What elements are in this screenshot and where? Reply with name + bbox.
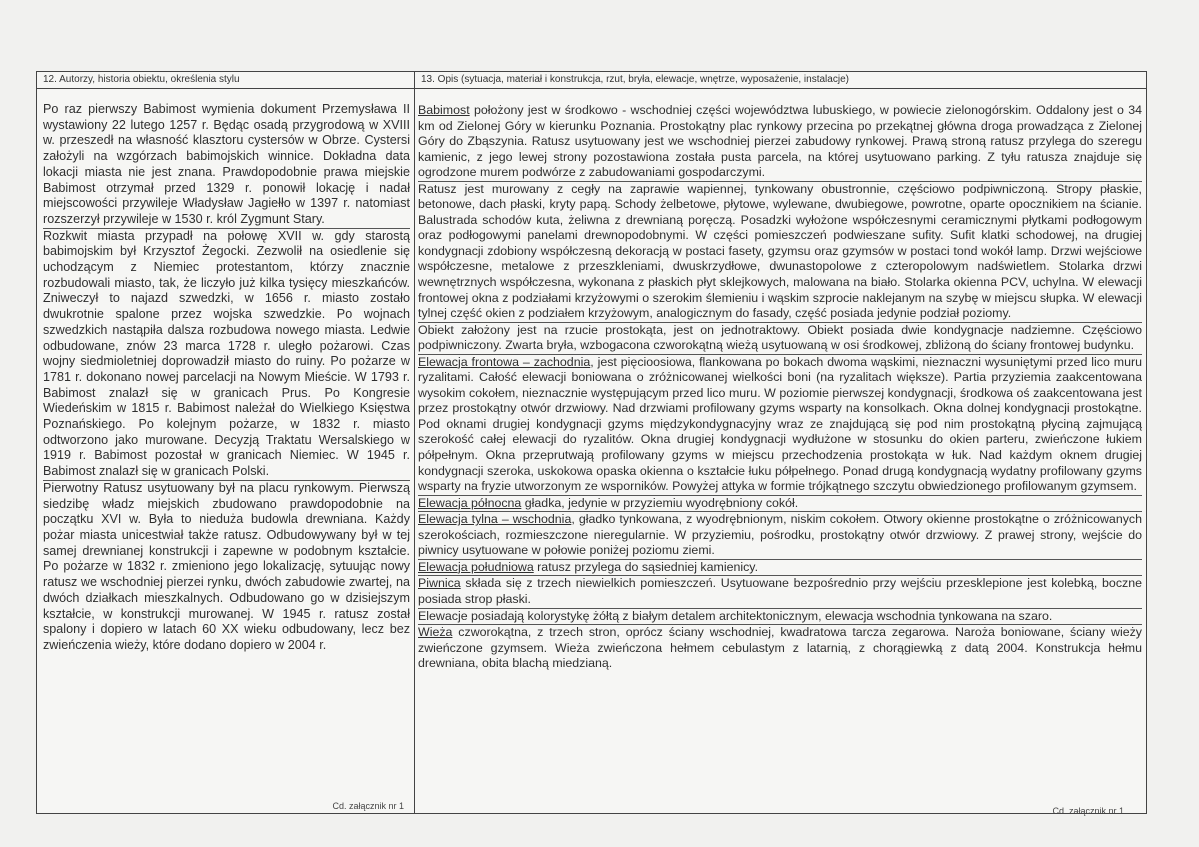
section-label: Elewacja frontowa – zachodnia — [418, 354, 591, 369]
description-paragraph — [418, 576, 1142, 608]
description-paragraph — [418, 355, 1142, 496]
section-label: Elewacja północna — [418, 495, 522, 510]
description-paragraph — [418, 496, 1142, 513]
attachment-note: Cd. załącznik nr 1 — [332, 801, 404, 811]
section-label: Piwnica — [418, 576, 461, 591]
description-paragraph — [418, 560, 1142, 577]
description-paragraph — [418, 609, 1142, 626]
section-text: Obiekt założony jest na rzucie prostokąta, jest on jednotraktowy. Obiekt posiada dwie kondygnacje nadziemne. Częściowo podpiwniczony. Zwarta bryła, wzbogacona czworokątną wieżą usytuowaną w osi środkowej, zbliżoną do ściany frontowej budynku. — [418, 322, 1142, 353]
section-text: położony jest w środkowo - wschodniej części województwa lubuskiego, w powiecie zielonogórskim. Oddalony jest o 34 km od Zielonej Góry w kierunku Poznania. Prostokątny plac rynkowy przecina po przekątnej główna droga prowadząca z Zielonej Góry do Zbąszynia. Ratusz usytuowany jest we wschodniej pierzei zabudowy rynkowej. Prawą stroną ratusz przylega do szeregu kamienic, z jego lewej strony pozostawiona została pusta parcela, na której usytuowano parking. Z tyłu ratusza znajduje się ogrodzone murem podwórze z zabudowaniami gospodarczymi. — [418, 103, 1142, 180]
section-text: czworokątna, z trzech stron, oprócz ściany wschodniej, kwadratowa tarcza zegarowa. Naroża boniowane, ściany wieży zwieńczone gzymsem. Wieża zwieńczona hełmem cebulastym z latarnią, z chorągiewką z datą 2004. Konstrukcja hełmu drewniana, obita blachą miedzianą. — [418, 625, 1142, 671]
description-body — [415, 103, 1146, 813]
history-paragraph: Rozkwit miasta przypadł na połowę XVII w. gdy starostą babimojskim był Krzysztof Żegocki. Zezwolił na osiedlenie się uchodzącym z Niemiec protestantom, którzy znacznie rozbudowali miasto, tak, że liczyło już kilka tysięcy mieszkańców. Zniweczył to najazd szwedzki, w 1656 r. miasto zostało dwukrotnie spalone przez wojska szwedzkie. Po wojnach szwedzkich nastąpiła dalsza rozbudowa nowego miasta. Ledwie odbudowane, znów 23 marca 1728 r. uległo pożarowi. Czas wojny siedmioletniej doprowadził miasto do ruiny. Po pożarze w 1781 r. dokonano nowej parcelacji na Nowym Mieście. W 1793 r. Babimost znalazł się w granicach Prus. Po Kongresie Wiedeńskim w 1815 r. Babimost należał do Wielkiego Księstwa Poznańskiego. Po kolejnym pożarze, w 1832 r. miasto odtworzono jako murowane. Decyzją Traktatu Wersalskiego w 1919 r. Babimost pozostał w granicach Niemiec. W 1945 r. Babimost znalazł się w granicach Polski. — [43, 229, 410, 481]
history-body — [37, 102, 414, 813]
description-paragraph — [418, 323, 1142, 355]
section-text: Ratusz jest murowany z cegły na zaprawie wapiennej, tynkowany obustronnie, częściowo podpiwniczoną. Stropy płaskie, betonowe, dach płaski, kryty papą. Schody żelbetowe, płytowe, wylewane, dwubiegowe, powrotne, oparte opocznikiem na ścianie. Balustrada schodów kuta, żeliwna z drewnianą poręczą. Posadzki wyłożone współczesnymi ceramicznymi płytkami podłogowym oraz podłogowymi panelami drewnopodobnymi. W części pomieszczeń podwieszane sufity. Sufit klatki schodowej, na drugiej kondygnacji zdobiony współczesną dekoracją w postaci fasety, gzymsu oraz gzymsów w postaci tond wokół lamp. Drzwi wejściowe współczesne, metalowe z przeszkleniami, dwuskrzydłowe, dwunastopolowe z czteropolowym nadświetlem. Stolarka drzwi wewnętrznych współczesna, wykonana z płaskich płyt sklejkowych, malowana na biało. Stolarka okienna PCV, uchylna. W elewacji frontowej okna z podziałami krzyżowymi o szerokim ślemieniu i wąskim szprocie naklejanym na szybę w miejscu słupka. W elewacji tylnej część okien z podziałem krzyżowym, analogicznym do fasady, część posiada jedynie podział poziomy. — [418, 181, 1142, 321]
section-label: Babimost — [418, 103, 470, 117]
section-text: gładka, jedynie w przyziemiu wyodrębniony cokół. — [521, 495, 799, 510]
description-header: 13. Opis (sytuacja, materiał i konstrukcja, rzut, bryła, elewacje, wnętrze, wyposażenie, instalacje) — [415, 72, 1146, 89]
attachment-note: Cd. załącznik nr 1 — [1052, 806, 1124, 816]
section-text: ratusz przylega do sąsiedniej kamienicy. — [533, 559, 759, 574]
description-paragraph — [418, 103, 1142, 182]
section-label: Wieża — [418, 625, 453, 640]
record-card-table — [36, 71, 1147, 814]
description-paragraph — [418, 512, 1142, 560]
history-header: 12. Autorzy, historia obiektu, określenia stylu — [37, 72, 414, 89]
history-paragraph: Po raz pierwszy Babimost wymienia dokument Przemysława II wystawiony 22 lutego 1257 r. Będąc osadą przygrodową w XVIII w. przeszedł na własność klasztoru cystersów w Obrze. Cystersi założyli na wzgórzach babimojskich winnice. Dokładna data lokacji miasta nie jest znana. Prawdopodobnie prawa miejskie Babimost otrzymał przed 1329 r. ponowił lokację i nadał miejscowości przywileje Władysław Jagiełło w 1397 r. natomiast rozszerzył przywileje w 1530 r. król Zygmunt Stary. — [43, 102, 410, 229]
section-text: , jest pięcioosiowa, flankowana po bokach dwoma wąskimi, nieznaczni wysuniętymi przed lico muru ryzalitami. Całość elewacji boniowana o zróżnicowanej wielkości boni (na ryzalitach większe). Partia przyziemia zaakcentowana wysokim cokołem, nieznacznie występującym przed lico muru. W poziomie pierwszej kondygnacji, środkowa oś zaakcentowana jest przez prostokątny otwór drzwiowy. Nad drzwiami profilowany gzyms wsparty na konsolkach. Okna dolnej kondygnacji prostokątne. Pod oknami drugiej kondygnacji gzyms międzykondygnacyjny wraz ze znajdującą się pod nim prostokątną płyciną zajmującą szerokość całej elewacji do ryzalitów. Okna drugiej kondygnacji wydłużone w stosunku do okien parteru, zwieńczone łukiem półpełnym. Okna przeprutwają profilowany gzyms w miejscu przechodzenia prostokąta w łuk. Nad każdym oknem drugiej kondygnacji szeroka, uskokowa opaska okienna o kształcie łuku półpełnego. Ponad drugą kondygnacją wydatny profilowany gzyms wsparty na fryzie utworzonym ze wsporników. Powyżej attyka w formie trójkątnego szczytu obwiedzionego profilowanym gzymsem. — [418, 354, 1142, 494]
section-label: Elewacja południowa — [418, 559, 534, 574]
section-text: , gładko tynkowana, z wyodrębnionym, niskim cokołem. Otwory okienne prostokątne o zróżnicowanych szerokościach, rozmieszczone nieregularnie. W przyziemiu, pośrodku, prostokątny otwór drzwiowy. Z prawej strony, wejście do piwnicy usytuowane w połowie poniżej poziomu ziemi. — [418, 512, 1143, 558]
section-text: składa się z trzech niewielkich pomieszczeń. Usytuowane bezpośrednio przy wejściu przesklepione jest kolebką, boczne posiada strop płaski. — [418, 576, 1142, 606]
description-paragraph — [418, 182, 1142, 323]
section-text: Elewacje posiadają kolorystykę żółtą z białym detalem architektonicznym, elewacja wschodnia tynkowana na szaro. — [418, 608, 1053, 623]
description-column — [415, 72, 1146, 816]
history-paragraph: Pierwotny Ratusz usytuowany był na placu rynkowym. Pierwszą siedzibę władz miejskich zbudowano prawdopodobnie na początku XVI w. Była to nieduża budowla drewniana. Każdy pożar miasta unicestwiał także ratusz. Odbudowywany był w tej samej drewnianej konstrukcji i zapewne w podobnym kształcie. Po pożarze w 1832 r. zmieniono jego lokalizację, sytuując nowy ratusz we wschodniej pierzei rynku, dwóch zabudowie zwartej, na dwóch działkach mieszkalnych. Odbudowano go w dzisiejszym kształcie, w konstrukcji murowanej. W 1945 r. ratusz został spalony i dopiero w latach 60 XX wieku odbudowany, lecz bez zwieńczenia wieży, które dodano dopiero w 2004 r. — [43, 480, 410, 652]
section-label: Elewacja tylna – wschodnia — [418, 512, 572, 527]
description-paragraph — [418, 625, 1142, 672]
history-column — [37, 72, 415, 813]
